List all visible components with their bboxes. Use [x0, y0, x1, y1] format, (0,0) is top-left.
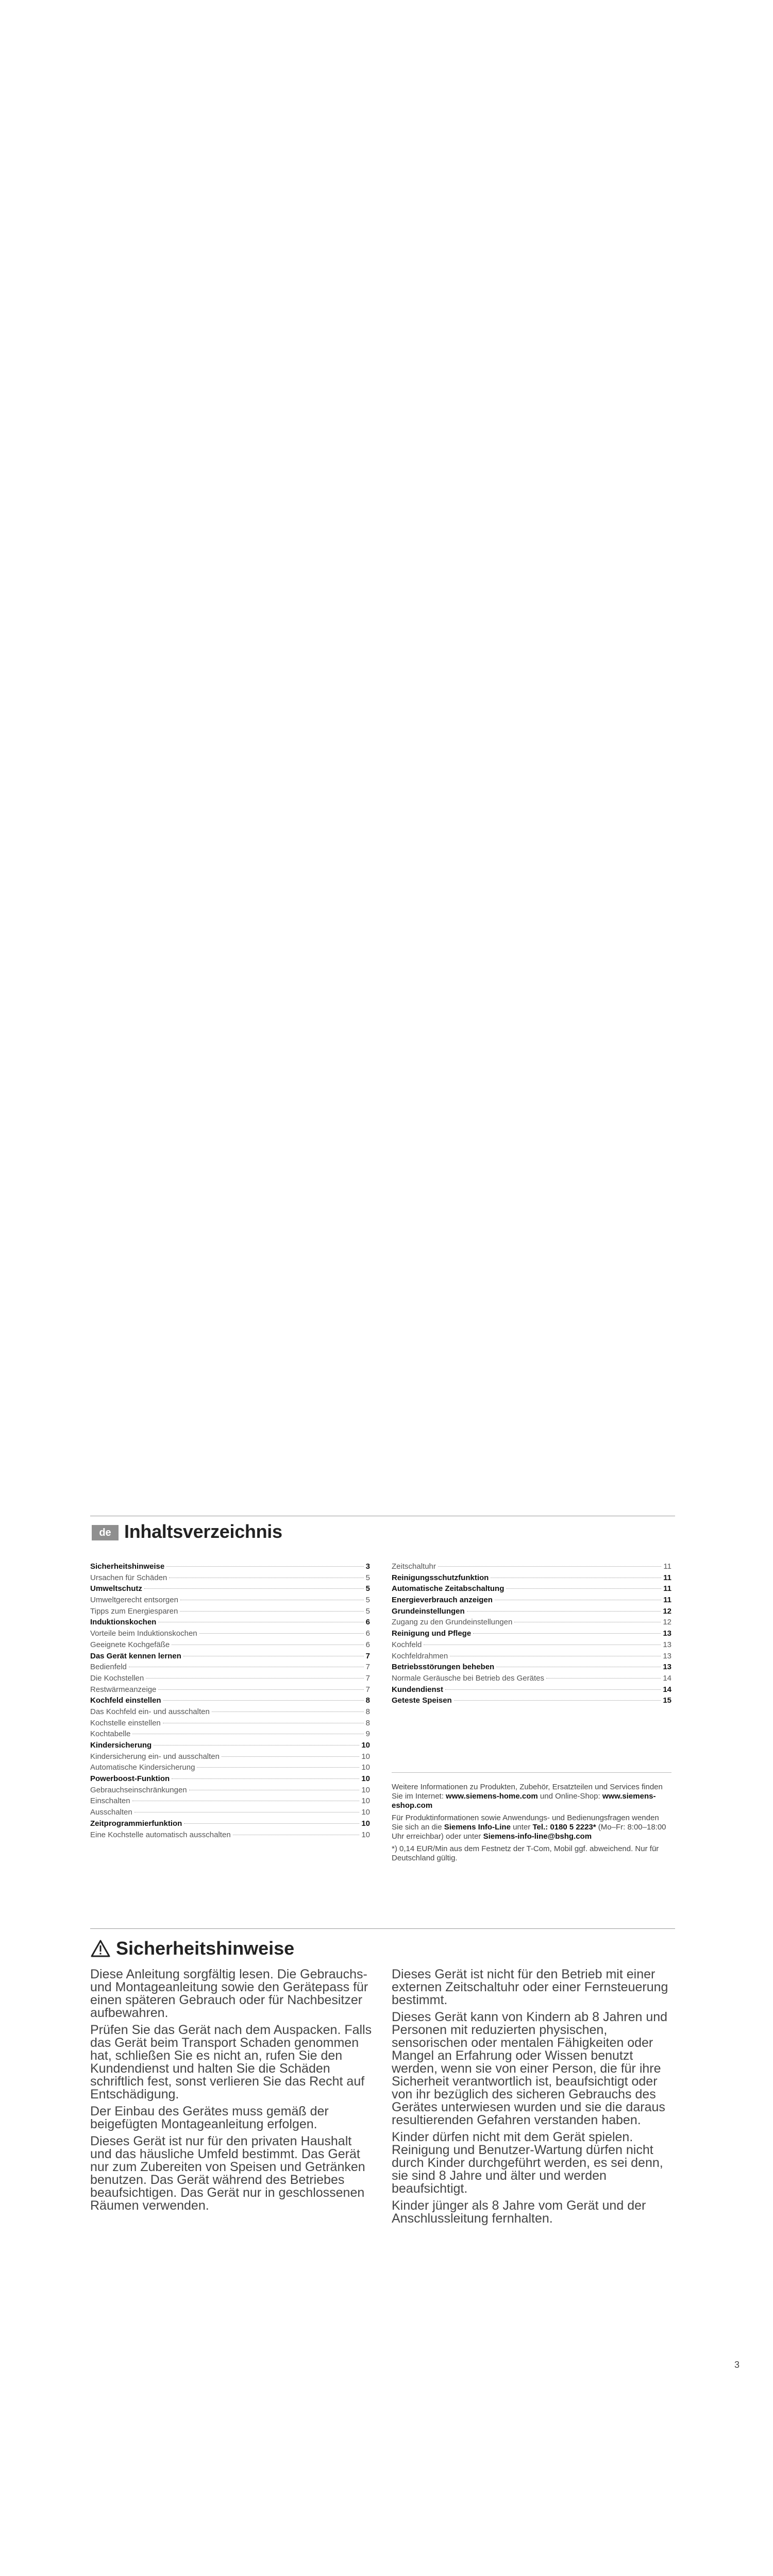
safety-column-left [90, 1968, 374, 2216]
toc-entry[interactable]: Das Kochfeld ein- und ausschalten 8 [90, 1707, 370, 1716]
toc-entry[interactable]: Powerboost-Funktion 10 [90, 1774, 370, 1784]
toc-entry[interactable]: Vorteile beim Induktionskochen 6 [90, 1629, 370, 1638]
paragraph: Kinder dürfen nicht mit dem Gerät spielen. Reinigung und Benutzer-Wartung dürfen nicht durch Kinder durchgeführt werden, es sei denn, sie sind 8 Jahre und älter und werden beaufsichtigt. [392, 2130, 663, 2196]
toc-title: Inhaltsverzeichnis [124, 1521, 282, 1542]
toc-entry[interactable]: Automatische Kindersicherung 10 [90, 1763, 370, 1772]
safety-column-right [392, 1968, 675, 2229]
toc-entry[interactable]: Kundendienst 14 [392, 1685, 671, 1694]
toc-entry[interactable]: Zeitschaltuhr 11 [392, 1562, 671, 1571]
toc-entry[interactable]: Sicherheitshinweise 3 [90, 1562, 370, 1571]
paragraph: Diese Anleitung sorgfältig lesen. Die Gebrauchs- und Montageanleitung sowie den Gerätepass für einen späteren Gebrauch oder für Nachbesitzer aufbewahren. [90, 1967, 368, 2020]
toc-entry[interactable]: Bedienfeld 7 [90, 1663, 370, 1672]
toc-entry[interactable]: Energieverbrauch anzeigen 11 [392, 1596, 671, 1605]
toc-entry[interactable]: Gebrauchseinschränkungen 10 [90, 1785, 370, 1794]
divider [392, 1772, 671, 1773]
paragraph: Dieses Gerät ist nicht für den Betrieb mit einer externen Zeitschaltuhr oder einer Fernsteuerung bestimmt. [392, 1967, 668, 2007]
eshop-link[interactable]: www.siemens-eshop.com [392, 1792, 656, 1810]
safety-heading [90, 1936, 294, 1961]
toc-entry[interactable]: Reinigungsschutzfunktion 11 [392, 1573, 671, 1582]
paragraph: Der Einbau des Gerätes muss gemäß der beigefügten Montageanleitung erfolgen. [90, 2104, 329, 2131]
toc-entry[interactable]: Das Gerät kennen lernen 7 [90, 1651, 370, 1660]
toc-entry[interactable]: Umweltgerecht entsorgen 5 [90, 1596, 370, 1605]
toc-entry[interactable]: Betriebsstörungen beheben 13 [392, 1663, 671, 1672]
toc-column-left [90, 1561, 370, 1840]
toc-header [90, 1516, 675, 1547]
toc-entry[interactable]: Eine Kochstelle automatisch ausschalten 10 [90, 1830, 370, 1839]
paragraph: Dieses Gerät kann von Kindern ab 8 Jahren und Personen mit reduzierten physischen, sensorischen oder mentalen Fähigkeiten oder Mangel an Erfahrung oder Wissen benutzt werden, wenn sie von einer Person, die für ihre Sicherheit verantwortlich ist, beaufsichtigt oder von ihr bezüglich des sicheren Gebrauchs des Gerätes unterwiesen wurden und sie die daraus resultierenden Gefahren verstanden haben. [392, 2010, 668, 2127]
language-badge: de [92, 1525, 119, 1540]
phone-number: Tel.: 0180 5 2223* [532, 1823, 596, 1832]
section-title: Sicherheitshinweise [116, 1938, 295, 1959]
toc-entry[interactable]: Geeignete Kochgefäße 6 [90, 1640, 370, 1649]
warning-triangle-icon [90, 1939, 111, 1958]
toc-column-right [392, 1561, 671, 1706]
toc-entry[interactable]: Kochfeldrahmen 13 [392, 1651, 671, 1660]
toc-entry[interactable]: Ausschalten 10 [90, 1808, 370, 1817]
website-link[interactable]: www.siemens-home.com [446, 1792, 538, 1801]
page-number: 3 [734, 2360, 740, 2370]
toc-entry[interactable]: Kochstelle einstellen 8 [90, 1718, 370, 1727]
toc-entry[interactable]: Kochfeld einstellen 8 [90, 1696, 370, 1705]
toc-entry[interactable]: Die Kochstellen 7 [90, 1673, 370, 1683]
paragraph: Dieses Gerät ist nur für den privaten Haushalt und das häusliche Umfeld bestimmt. Das Gerät nur zum Zubereiten von Speisen und Getränken benutzen. Das Gerät während des Betriebes beaufsichtigen. Das Gerät nur in geschlossenen Räumen verwenden. [90, 2134, 365, 2213]
toc-entry[interactable]: Grundeinstellungen 12 [392, 1606, 671, 1616]
info-block [392, 1783, 671, 1866]
paragraph: Kinder jünger als 8 Jahre vom Gerät und der Anschlussleitung fernhalten. [392, 2198, 646, 2226]
toc-entry[interactable]: Kochtabelle 9 [90, 1730, 370, 1739]
toc-entry[interactable]: Umweltschutz 5 [90, 1584, 370, 1594]
info-web-paragraph: Weitere Informationen zu Produkten, Zubehör, Ersatzteilen und Services finden Sie im Internet: www.siemens-home.com und Online-Shop: www.siemens-eshop.com [392, 1783, 663, 1810]
toc-entry[interactable]: Reinigung und Pflege 13 [392, 1629, 671, 1638]
toc-entry[interactable]: Tipps zum Energiesparen 5 [90, 1606, 370, 1616]
toc-entry[interactable]: Einschalten 10 [90, 1797, 370, 1806]
toc-entry[interactable]: Zeitprogrammierfunktion 10 [90, 1819, 370, 1828]
info-footnote: *) 0,14 EUR/Min aus dem Festnetz der T-Com, Mobil ggf. abweichend. Nur für Deutschland gültig. [392, 1844, 659, 1862]
toc-entry[interactable]: Automatische Zeitabschaltung 11 [392, 1584, 671, 1594]
toc-entry[interactable]: Kindersicherung 10 [90, 1741, 370, 1750]
toc-entry[interactable]: Normale Geräusche bei Betrieb des Gerätes 14 [392, 1673, 671, 1683]
toc-entry[interactable]: Restwärmeanzeige 7 [90, 1685, 370, 1694]
info-contact-paragraph: Für Produktinformationen sowie Anwendungs- und Bedienungsfragen wenden Sie sich an die Siemens Info-Line unter Tel.: 0180 5 2223* (Mo–Fr: 8:00–18:00 Uhr erreichbar) oder unter Siemens-info-line@bshg.com [392, 1814, 666, 1841]
toc-entry[interactable]: Geteste Speisen 15 [392, 1696, 671, 1705]
toc-entry[interactable]: Ursachen für Schäden 5 [90, 1573, 370, 1582]
toc-entry[interactable]: Kindersicherung ein- und ausschalten 10 [90, 1752, 370, 1761]
paragraph: Prüfen Sie das Gerät nach dem Auspacken. Falls das Gerät beim Transport Schaden genommen hat, schließen Sie es nicht an, rufen Sie den Kundendienst und halten Sie die Schäden schriftlich fest, sonst verlieren Sie das Recht auf Entschädigung. [90, 2023, 372, 2102]
divider [90, 1928, 675, 1929]
toc-entry[interactable]: Kochfeld 13 [392, 1640, 671, 1649]
toc-entry[interactable]: Induktionskochen 6 [90, 1618, 370, 1627]
toc-entry[interactable]: Zugang zu den Grundeinstellungen 12 [392, 1618, 671, 1627]
email-link[interactable]: Siemens-info-line@bshg.com [483, 1832, 592, 1841]
